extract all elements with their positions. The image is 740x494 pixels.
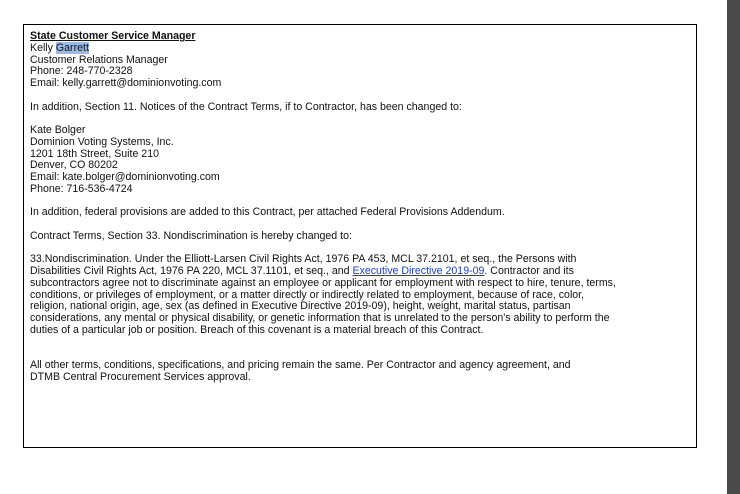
manager-email: Email: kelly.garrett@dominionvoting.com	[30, 77, 222, 90]
manager-heading: State Customer Service Manager	[30, 30, 196, 42]
contract-change-notice-box	[23, 24, 697, 448]
nondiscrimination-line6: considerations, any mental or physical disability, or genetic information that is unrelated to the person's ability to perform the	[30, 312, 610, 325]
contractor-address2: Denver, CO 80202	[30, 159, 118, 172]
nondiscrimination-line4: conditions, or privileges of employment, or a matter directly or indirectly related to employment, because of race, color,	[30, 288, 585, 301]
selected-text-highlight[interactable]: Garrett	[55, 41, 89, 54]
manager-phone: Phone: 248-770-2328	[30, 65, 133, 78]
contractor-address1: 1201 18th Street, Suite 210	[30, 147, 159, 160]
vertical-scrollbar[interactable]	[727, 0, 740, 494]
contractor-email: Email: kate.bolger@dominionvoting.com	[30, 171, 220, 184]
manager-first-name: Kelly	[30, 41, 53, 54]
manager-name	[30, 43, 690, 55]
closing-line2: DTMB Central Procurement Services approval.	[30, 370, 251, 383]
nondiscrimination-line2-post: . Contractor and its	[484, 264, 574, 277]
nondiscrimination-line1: 33.Nondiscrimination. Under the Elliott-Larsen Civil Rights Act, 1976 PA 453, MCL 37.2101, et seq., the Persons with	[30, 253, 577, 266]
closing-line1: All other terms, conditions, specifications, and pricing remain the same. Per Contractor and agency agreement, and	[30, 358, 571, 371]
manager-title: Customer Relations Manager	[30, 53, 168, 66]
executive-directive-link[interactable]: Executive Directive 2019-09	[352, 264, 485, 277]
contractor-name: Kate Bolger	[30, 123, 86, 136]
nondiscrimination-line2	[30, 266, 690, 278]
nondiscrimination-line3: subcontractors agree not to discriminate against an employee or applicant for employment with respect to hire, tenure, terms,	[30, 276, 616, 289]
section11-change-text: In addition, Section 11. Notices of the Contract Terms, if to Contractor, has been changed to:	[30, 100, 462, 113]
nondiscrimination-line2-pre: Disabilities Civil Rights Act, 1976 PA 220, MCL 37.1101, et seq., and	[30, 264, 353, 277]
contractor-company: Dominion Voting Systems, Inc.	[30, 135, 174, 148]
section33-change-text: Contract Terms, Section 33. Nondiscrimination is hereby changed to:	[30, 229, 352, 242]
federal-provisions-text: In addition, federal provisions are added to this Contract, per attached Federal Provisions Addendum.	[30, 206, 505, 219]
nondiscrimination-line7: duties of a particular job or position. Breach of this covenant is a material breach of this Contract.	[30, 323, 484, 336]
nondiscrimination-line5: religion, national origin, age, sex (as defined in Executive Directive 2019-09), height, weight, marital status, partisan	[30, 300, 571, 313]
contractor-phone: Phone: 716-536-4724	[30, 182, 133, 195]
